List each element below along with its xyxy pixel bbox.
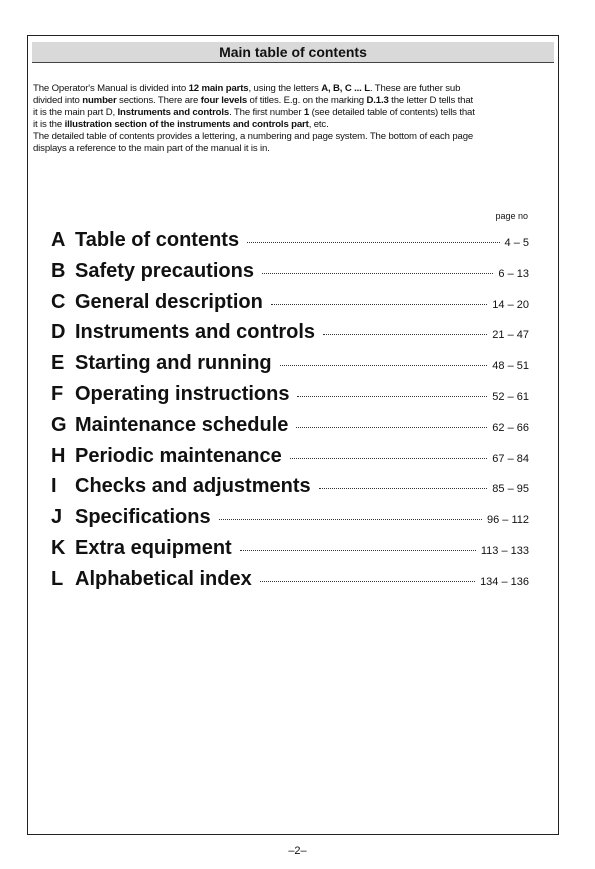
toc-entry-l[interactable] xyxy=(51,568,529,599)
toc-page-range: 48 – 51 xyxy=(492,360,529,373)
page-no-header: page no xyxy=(495,211,528,221)
toc-title: Operating instructions xyxy=(75,382,290,405)
intro-text: of titles. E.g. on the marking xyxy=(247,95,367,106)
intro-line xyxy=(33,107,557,119)
toc-entry-f[interactable] xyxy=(51,383,529,414)
intro-text: divided into xyxy=(33,95,83,106)
toc-page-range: 67 – 84 xyxy=(492,452,529,465)
dot-leader xyxy=(260,581,475,582)
intro-paragraph xyxy=(33,83,557,155)
toc-entry-a[interactable] xyxy=(51,229,529,260)
toc-title: Periodic maintenance xyxy=(75,444,282,467)
intro-text: The Operator's Manual is divided into xyxy=(33,83,189,94)
toc-page-range: 6 – 13 xyxy=(498,267,529,280)
intro-emphasis: number xyxy=(82,95,117,106)
toc-letter: I xyxy=(51,475,57,498)
intro-line xyxy=(33,131,557,143)
toc-letter: F xyxy=(51,382,64,405)
toc-title: Maintenance schedule xyxy=(75,413,289,436)
dot-leader xyxy=(290,458,488,459)
intro-text: . The first number xyxy=(229,107,304,118)
toc-title: Safety precautions xyxy=(75,259,254,282)
title-bar xyxy=(32,42,554,63)
intro-text: sections. There are xyxy=(116,95,201,106)
toc-title: General description xyxy=(75,290,263,313)
dot-leader xyxy=(280,365,488,366)
intro-emphasis: Instruments and controls xyxy=(117,107,230,118)
toc-letter: L xyxy=(51,567,64,590)
toc-letter: G xyxy=(51,413,67,436)
toc-title: Instruments and controls xyxy=(75,321,316,344)
toc-entry-e[interactable] xyxy=(51,352,529,383)
toc-title: Extra equipment xyxy=(75,536,232,559)
toc-title: Starting and running xyxy=(75,352,272,375)
toc-letter: D xyxy=(51,321,66,344)
intro-text: . These are futher sub xyxy=(369,83,461,94)
toc-entry-i[interactable] xyxy=(51,475,529,506)
toc-page-range: 62 – 66 xyxy=(492,421,529,434)
toc-page-range: 96 – 112 xyxy=(486,514,529,527)
toc-page-range: 134 – 136 xyxy=(480,575,529,588)
toc-letter: A xyxy=(51,229,66,251)
toc-page-range: 21 – 47 xyxy=(492,329,529,342)
intro-emphasis: 12 main parts xyxy=(188,83,249,94)
intro-text: , using the letters xyxy=(248,83,322,94)
toc-entry-g[interactable] xyxy=(51,414,529,445)
intro-text: displays a reference to the main part of the manual it is in. xyxy=(33,143,270,154)
toc-letter: H xyxy=(51,444,66,467)
toc-entry-b[interactable] xyxy=(51,260,529,291)
dot-leader xyxy=(247,242,499,243)
dot-leader xyxy=(296,427,487,428)
dot-leader xyxy=(319,488,488,489)
toc-entry-d[interactable] xyxy=(51,321,529,352)
intro-text: the letter D tells that xyxy=(388,95,474,106)
dot-leader xyxy=(219,519,482,520)
intro-line xyxy=(33,95,557,107)
intro-line xyxy=(33,119,557,131)
toc-list xyxy=(51,229,529,599)
intro-text: , etc. xyxy=(308,119,329,130)
toc-letter: B xyxy=(51,259,66,282)
intro-emphasis: A, B, C ... L xyxy=(321,83,370,94)
toc-title: Alphabetical index xyxy=(75,567,252,590)
toc-page-range: 113 – 133 xyxy=(480,544,529,557)
toc-entry-j[interactable] xyxy=(51,506,529,537)
toc-title: Table of contents xyxy=(75,229,240,251)
intro-emphasis: illustration section of the instruments and controls part xyxy=(64,119,309,130)
dot-leader xyxy=(240,550,476,551)
intro-text: it is the xyxy=(33,119,65,130)
intro-emphasis: 1 xyxy=(303,107,310,118)
page-title: Main table of contents xyxy=(219,44,367,60)
toc-letter: J xyxy=(51,506,63,529)
toc-entry-c[interactable] xyxy=(51,291,529,322)
intro-emphasis: four levels xyxy=(200,95,248,106)
dot-leader xyxy=(262,273,493,274)
intro-text: The detailed table of contents provides a lettering, a numbering and page system. The bottom of each page xyxy=(33,131,474,142)
intro-text: (see detailed table of contents) tells that xyxy=(309,107,475,118)
toc-entry-k[interactable] xyxy=(51,537,529,568)
page-number-footer: –2– xyxy=(288,845,307,857)
dot-leader xyxy=(271,304,487,305)
toc-letter: E xyxy=(51,352,65,375)
dot-leader xyxy=(323,334,487,335)
toc-page-range: 4 – 5 xyxy=(504,237,529,249)
toc-entry-h[interactable] xyxy=(51,445,529,476)
toc-title: Specifications xyxy=(75,506,211,529)
dot-leader xyxy=(297,396,487,397)
intro-text: it is the main part D, xyxy=(33,107,118,118)
toc-letter: K xyxy=(51,536,66,559)
toc-letter: C xyxy=(51,290,66,313)
page-frame xyxy=(27,35,559,835)
toc-title: Checks and adjustments xyxy=(75,475,311,498)
intro-emphasis: D.1.3 xyxy=(366,95,389,106)
toc-page-range: 85 – 95 xyxy=(492,483,529,496)
toc-page-range: 52 – 61 xyxy=(492,390,529,403)
intro-line xyxy=(33,83,557,95)
intro-line xyxy=(33,143,557,155)
toc-page-range: 14 – 20 xyxy=(492,298,529,311)
